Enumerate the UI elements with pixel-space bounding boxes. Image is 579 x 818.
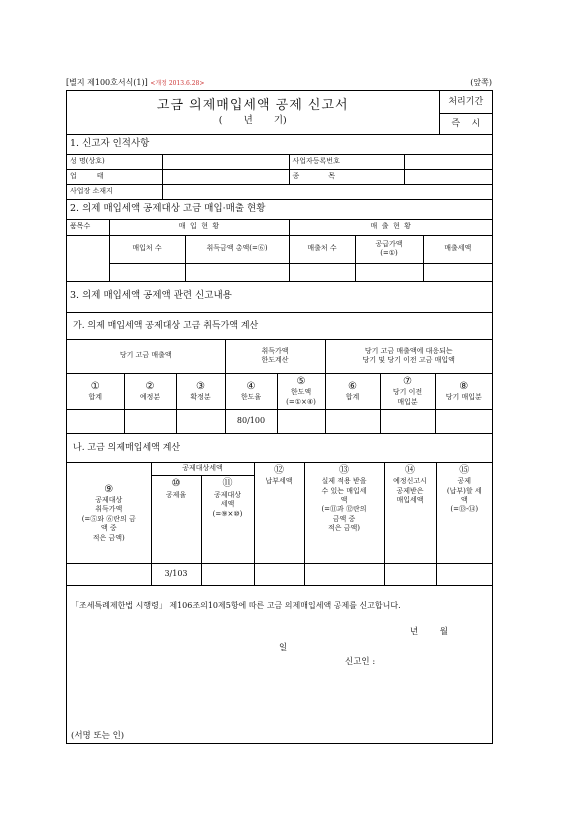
section3-a-table <box>67 282 492 463</box>
section3-b-table <box>67 463 492 587</box>
col6-field[interactable] <box>325 409 380 433</box>
item-count-label: 품목수 <box>67 219 109 235</box>
b-col12-field[interactable] <box>254 564 304 586</box>
col8-current: ⑧ 당기 매입분 <box>435 373 492 409</box>
section3b-title: 나. 고금 의제매입세액 계산 <box>67 433 492 462</box>
supply-price-field[interactable] <box>355 263 423 281</box>
revision-date: <개정 2013.6.28> <box>150 80 205 87</box>
sales-count-field[interactable] <box>289 263 355 281</box>
b-col9-field[interactable] <box>67 564 151 586</box>
form-number: [별지 제100호서식(1)] <개정 2013.6.28> <box>66 78 205 87</box>
col7-prior: ⑦ 당기 이전 매입분 <box>380 373 435 409</box>
name-label: 성 명(상호) <box>67 154 162 169</box>
sales-status-header: 매 출 현 황 <box>289 219 492 235</box>
col5-limit-amount: ⑤ 한도액 (=①×④) <box>277 373 325 409</box>
b-col10-rate: ⑩ 공제율 <box>151 476 201 564</box>
address-field[interactable] <box>162 184 492 199</box>
limit-rate-value: 80/100 <box>225 409 277 433</box>
sales-count-label: 매출처 수 <box>289 235 355 263</box>
section2-title: 2. 의제 매입세액 공제대상 고금 매입·매출 현황 <box>67 200 492 219</box>
acq-total-field[interactable] <box>185 263 289 281</box>
current-sales-header: 당기 고금 매출액 <box>67 339 225 373</box>
form-title: 고금 의제매입세액 공제 신고서 <box>156 98 349 114</box>
b-col11-tax: ⑪ 공제대상 세액 (=⑨×⑩) <box>201 476 254 564</box>
col1-field[interactable] <box>67 409 124 433</box>
acq-total-label: 취득금액 총액(=⑥) <box>185 235 289 263</box>
page-side-label: (앞쪽) <box>470 78 492 87</box>
col2-scheduled: ② 예정분 <box>124 373 176 409</box>
b-col9-deductible-acq: ⑨ 공제대상 취득가액 (=⑤와 ⑥란의 금 액 중 적은 금액) <box>67 463 151 564</box>
item-count-field[interactable] <box>67 235 109 281</box>
date-day: 일 <box>279 642 288 653</box>
b-deductible-tax-group: 공제대상세액 <box>151 463 254 476</box>
title-block <box>67 91 492 135</box>
b-col11-field[interactable] <box>201 564 254 586</box>
business-type-field[interactable] <box>162 169 289 184</box>
report-form <box>66 90 493 744</box>
col7-field[interactable] <box>380 409 435 433</box>
business-item-field[interactable] <box>404 169 492 184</box>
b-col14-field[interactable] <box>384 564 436 586</box>
section3-title: 3. 의제 매입세액 공제액 관련 신고내용 <box>67 282 492 313</box>
declaration-text: 「조세특례제한법 시행령」 제106조의10제5항에 따른 고금 의제매입세액 공제를 신고합니다. <box>71 601 401 611</box>
b-col15-final: ⑮ 공제 (납부)할 세 액 (=⑬-⑭) <box>436 463 492 564</box>
col8-field[interactable] <box>435 409 492 433</box>
b-col12-payable: ⑫ 납부세액 <box>254 463 304 564</box>
supply-price-label: 공급가액 (=①) <box>355 235 423 263</box>
address-label: 사업장 소재지 <box>67 184 162 199</box>
processing-period-value: 즉 시 <box>439 114 492 135</box>
col3-final: ③ 확정분 <box>176 373 225 409</box>
purchase-count-field[interactable] <box>109 263 185 281</box>
col5-field[interactable] <box>277 409 325 433</box>
bizno-label: 사업자등록번호 <box>289 154 404 169</box>
purchase-status-header: 매 입 현 황 <box>109 219 289 235</box>
col2-field[interactable] <box>124 409 176 433</box>
prior-purchase-header: 당기 고금 매출액에 대응되는 당기 및 당기 이전 고금 매입액 <box>325 339 492 373</box>
sales-tax-field[interactable] <box>423 263 492 281</box>
section2-table <box>67 200 492 282</box>
b-col15-field[interactable] <box>436 564 492 586</box>
business-item-label: 종 목 <box>289 169 404 184</box>
processing-period-label: 처리기간 <box>439 91 492 114</box>
purchase-count-label: 매입처 수 <box>109 235 185 263</box>
declaration-date <box>67 617 492 679</box>
col3-field[interactable] <box>176 409 225 433</box>
business-type-label: 업 태 <box>67 169 162 184</box>
col6-total: ⑥ 합계 <box>325 373 380 409</box>
col4-limit-rate: ④ 한도율 <box>225 373 277 409</box>
section1-table <box>67 135 492 200</box>
reporter-label: 신고인 : <box>345 656 376 667</box>
bizno-field[interactable] <box>404 154 492 169</box>
b-col13-applicable: ⑬ 실제 적용 받을 수 있는 매입세 액 (=⑪과 ⑫란의 금액 중 적은 금액) <box>304 463 384 564</box>
date-year-month: 년 월 <box>409 626 448 637</box>
year-term: ( 년 기) <box>218 114 287 126</box>
sign-hint: (서명 또는 인) <box>71 731 125 741</box>
b-col13-field[interactable] <box>304 564 384 586</box>
b-col14-prededucted: ⑭ 예정신고시 공제받은 매입세액 <box>384 463 436 564</box>
name-field[interactable] <box>162 154 289 169</box>
section3a-title: 가. 의제 매입세액 공제대상 고금 취득가액 계산 <box>67 312 492 339</box>
section1-title: 1. 신고자 인적사항 <box>67 135 492 154</box>
sales-tax-label: 매출세액 <box>423 235 492 263</box>
acq-limit-header: 취득가액 한도계산 <box>225 339 325 373</box>
deduction-rate-value: 3/103 <box>151 564 201 586</box>
col1-total: ① 합계 <box>67 373 124 409</box>
